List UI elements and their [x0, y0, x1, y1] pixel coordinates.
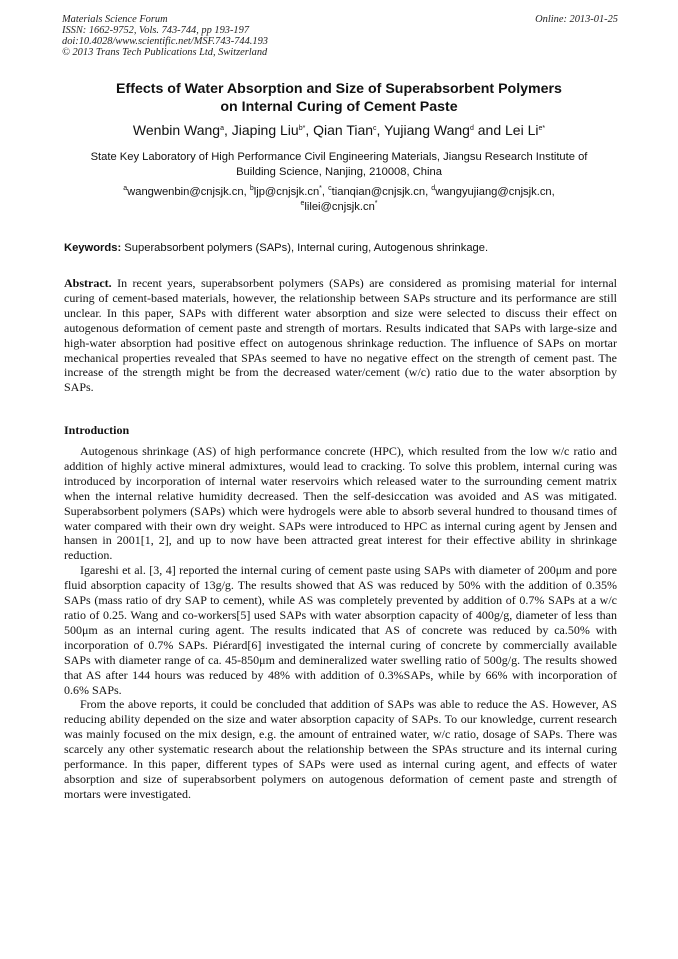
introduction-body: [64, 444, 617, 802]
abstract-text: In recent years, superabsorbent polymers (SAPs) are considered as promising material for internal curing of cement-based materials, however, the relationship between SAPs structure and its performance are still unclear. In this paper, SAPs with different water absorption and size were selected to discuss their effect on autogenous deformation of cement paste and strength of mortars. Results indicated that SAPs with large-size and high-water absorption had positive effect on autogenous shrinkage reduction. The influence of SAPs on mortar mechanical properties revealed that SPAs seemed to have no negative effect on the strength of cement past. The increase of the strength might be from the decreased water/cement (w/c) ratio due to the water absorption by SAPs.: [64, 276, 617, 395]
author-list: [40, 121, 638, 139]
email-link[interactable]: wangwenbin@cnjsjk.cn,: [127, 186, 250, 198]
email-link[interactable]: tianqian@cnjsjk.cn,: [331, 186, 432, 198]
title-line-2: on Internal Curing of Cement Paste: [220, 99, 458, 115]
email-link[interactable]: ljp@cnjsjk.cn: [253, 186, 320, 198]
publication-header: [62, 14, 618, 58]
title-line-1: Effects of Water Absorption and Size of Superabsorbent Polymers: [116, 81, 562, 97]
author: Lei $Li^{e*}$: [505, 122, 546, 138]
email-link[interactable]: lilei@cnjsjk.cn: [304, 201, 375, 213]
author: Wenbin Wang$^a$,: [132, 122, 232, 138]
keywords-text: Superabsorbent polymers (SAPs), Internal curing, Autogenous shrinkage.: [121, 242, 489, 254]
doi-line: doi:10.4028/www.scientific.net/MSF.743-744.193: [62, 36, 268, 47]
keywords-label: Keywords:: [64, 242, 122, 254]
email-line-1: $^a$wangwenbin@cnjsjk.cn, $^b$ljp@cnjsjk.cn*, $^c$tianqian@cnjsjk.cn, $^d$wangyujiang@cnjsjk.cn,: [123, 185, 555, 198]
online-date: Online: 2013-01-25: [535, 14, 618, 25]
author: Qian Tian$^c$,: [313, 122, 385, 138]
affiliation: [40, 150, 638, 180]
intro-paragraph: Autogenous shrinkage (AS) of high performance concrete (HPC), which resulted from the low w/c ratio and addition of highly active mineral admixtures, would lead to cracking. To solve this problem, internal curing was introduced by incorporation of internal water reservoirs which released water to the surrounding cement matrix when the internal relative humidity decreased. Then the self-desiccation was avoided and AS was mitigated. Superabsorbent polymers (SAPs) which were hydrogels were able to absorb several hundred to thousand times of water compared with their own dry weight. SAPs were introduced to HPC as internal curing agent by Jensen and hansen in 2001[1, 2], and up to now have been attracted great interest for their effective ability in shrinkage reduction.: [64, 444, 617, 563]
abstract: [64, 276, 617, 395]
section-heading-introduction: Introduction: [64, 423, 130, 437]
intro-paragraph: From the above reports, it could be concluded that addition of SAPs was able to reduce the AS. However, AS reducing ability depended on the size and water absorption capacity of SAPs. To our knowledge, current research was mainly focused on the mix design, e.g. the amount of entrained water, w/c ratio, dosage of SAPs. There was scarcely any other systematic research about the relationship between the SPAs structure and its internal curing performance. In this paper, different types of SAPs were used as internal curing agent, and effects of water absorption and size of superabsorbent polymers on autogenous deformation of cement paste and strength of mortars were investigated.: [64, 697, 617, 801]
author: Jiaping Liu$^{b*}$,: [231, 122, 314, 138]
journal-name: Materials Science Forum: [62, 14, 168, 25]
issn-line: ISSN: 1662-9752, Vols. 743-744, pp 193-197: [62, 25, 250, 36]
author: Yujiang Wang$^d$ and: [384, 122, 505, 138]
keywords: [64, 241, 620, 256]
intro-paragraph: Igareshi et al. [3, 4] reported the internal curing of cement paste using SAPs with diameter of 200μm and pore fluid absorption capacity of 13g/g. The results showed that AS was reduced by 50% with the addition of 0.35% SAPs (mass ratio of dry SAP to cement), while AS was completely prevented by addition of 0.7% SAPs at a w/c ratio of 0.25. Wang and co-workers[5] used SAPs with water absorption capacity of 400g/g, diameter of less than 500μm as an internal curing agent. The results indicated that AS of concrete was reduced by ca.50% with incorporation of 0.7% SAPs. Piérard[6] investigated the internal curing of concrete by commercially available SAPs with diameter range of ca. 45-850μm and demineralized water swelling ratio of 500g/g. The results showed that AS after 144 hours was reduced by 48% with addition of 0.3%SAPs, while by 66% with incorporation of 0.6% SAPs.: [64, 563, 617, 697]
affiliation-line-1: State Key Laboratory of High Performance Civil Engineering Materials, Jiangsu Research Institute of: [90, 151, 588, 163]
affiliation-line-2: Building Science, Nanjing, 210008, China: [236, 166, 442, 178]
email-link[interactable]: wangyujiang@cnjsjk.cn,: [435, 186, 555, 198]
paper-title: [40, 80, 638, 116]
abstract-label: Abstract.: [64, 276, 112, 290]
author-emails: [40, 185, 638, 215]
copyright-line: © 2013 Trans Tech Publications Ltd, Switzerland: [62, 47, 268, 58]
email-line-2: $^e$lilei@cnjsjk.cn*: [300, 200, 378, 213]
